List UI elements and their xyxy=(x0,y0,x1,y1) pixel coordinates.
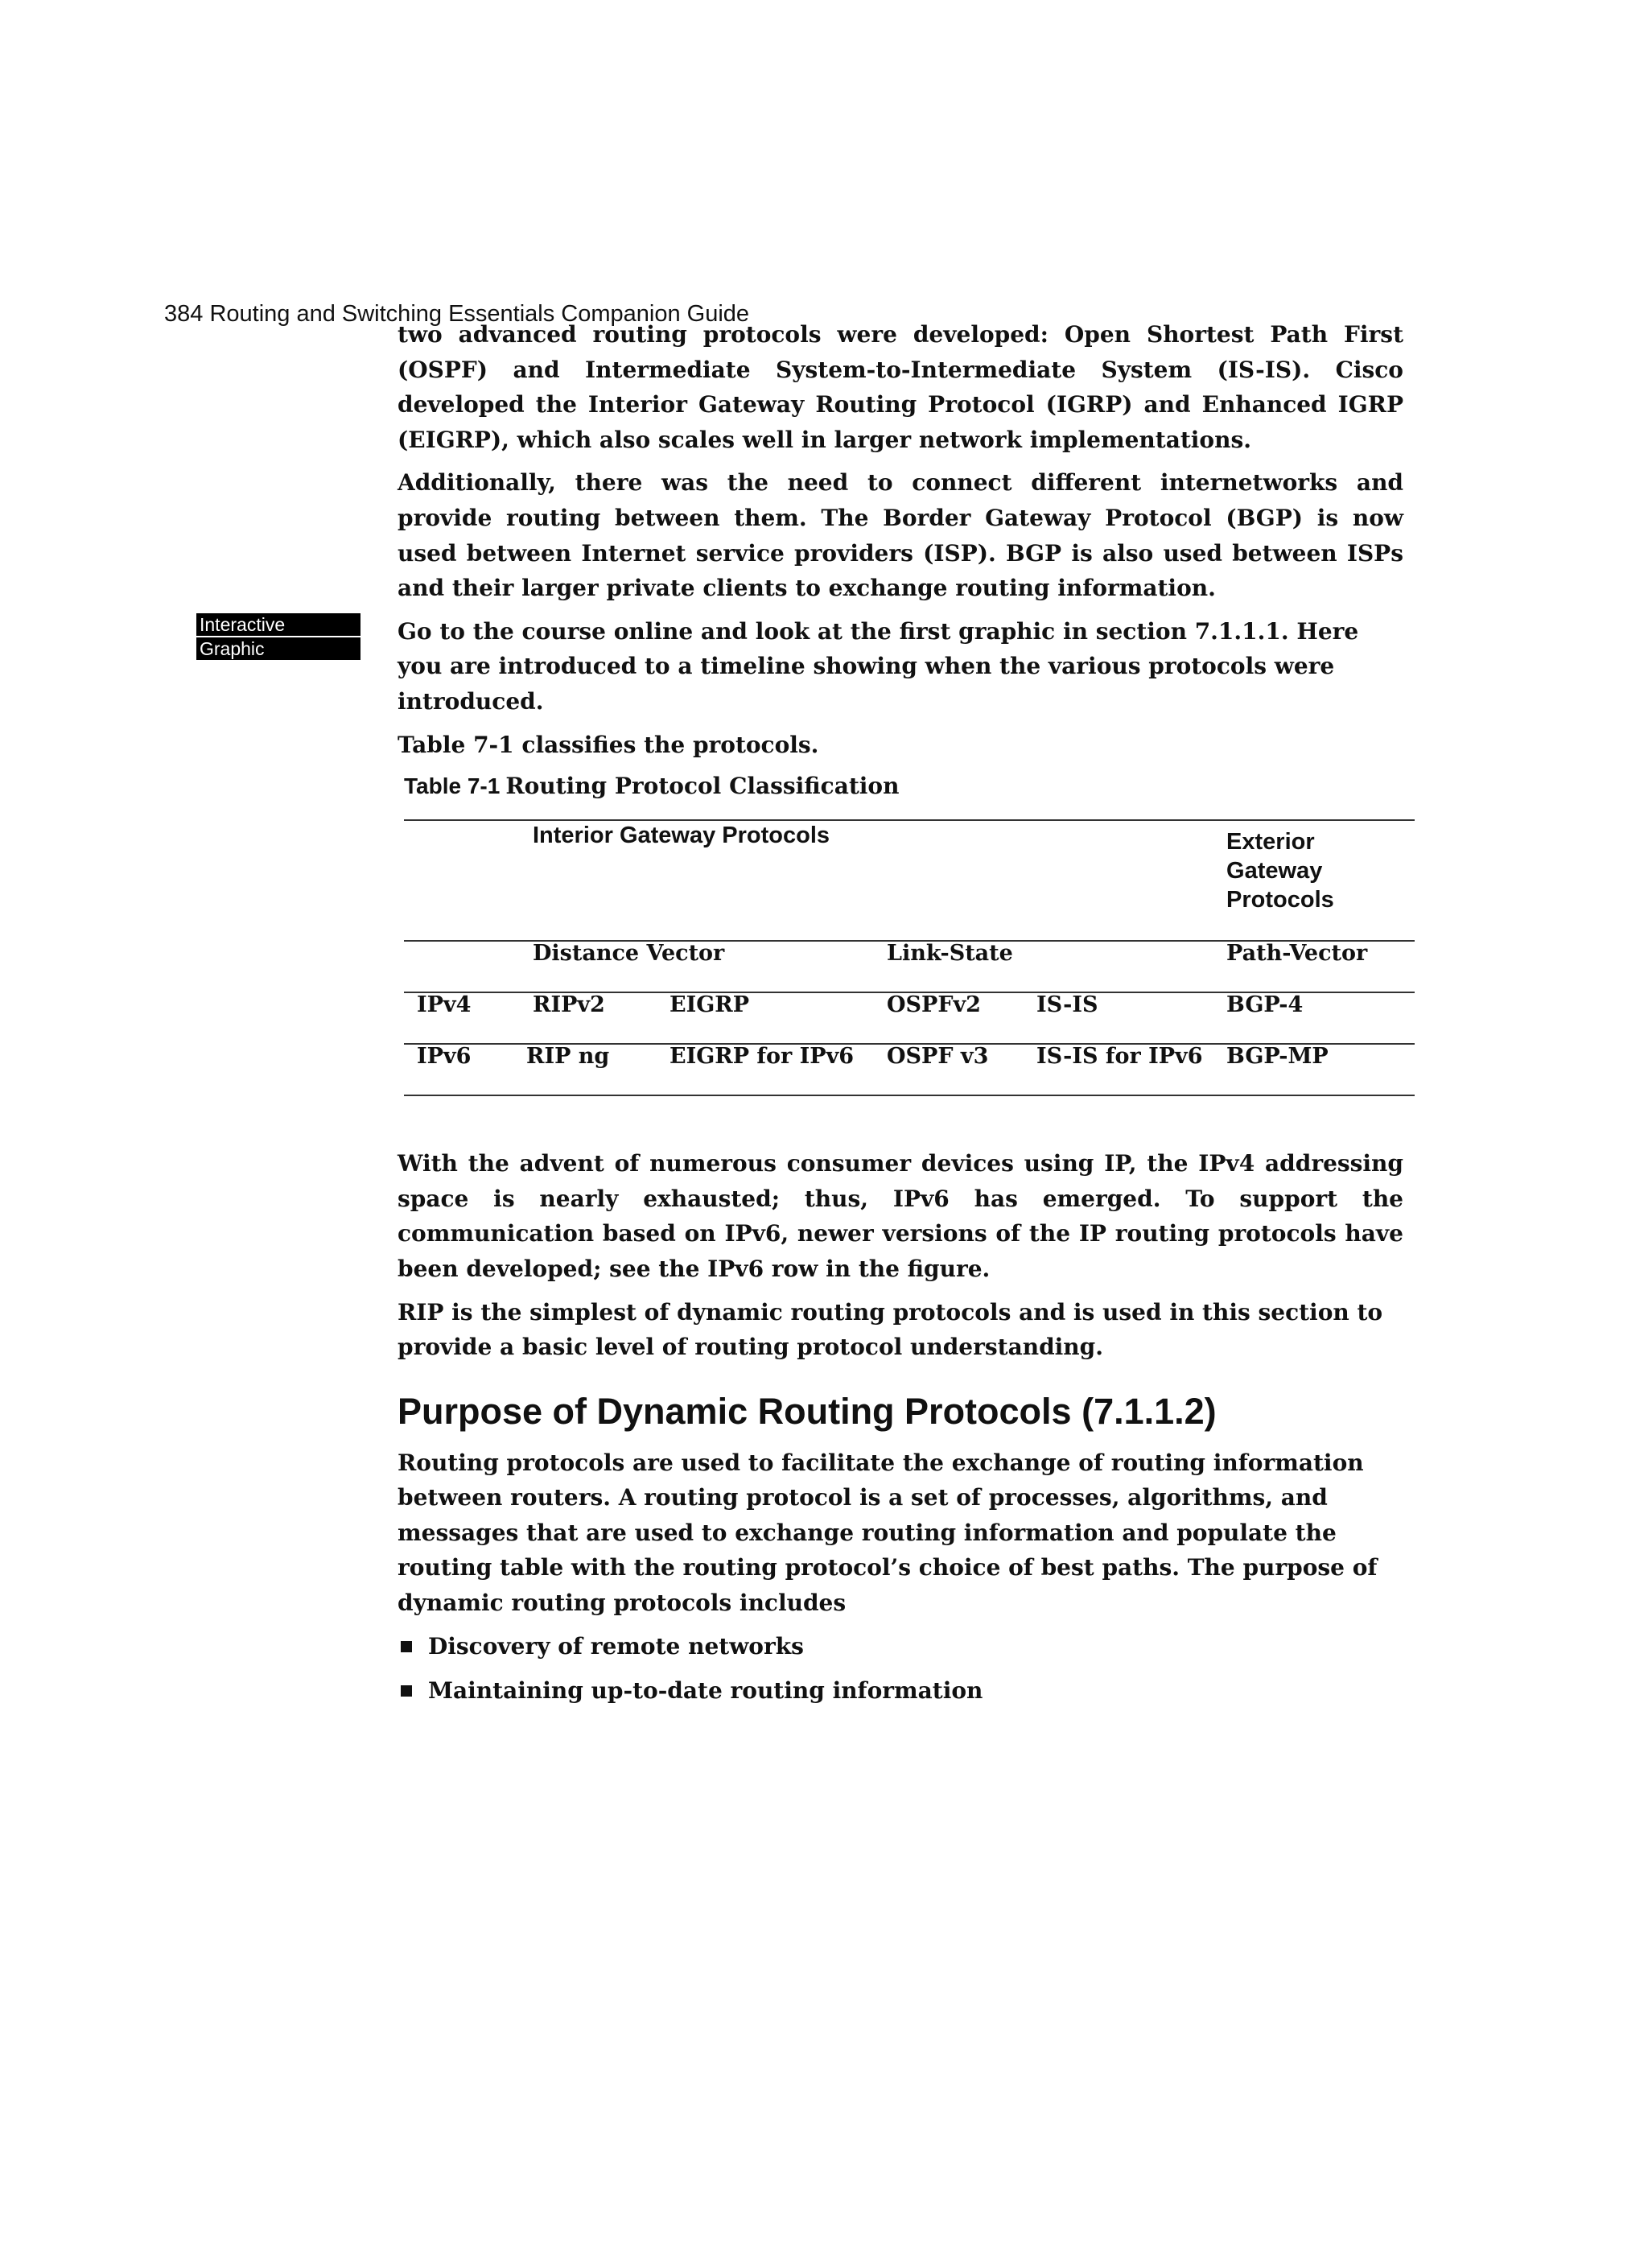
table-subheader-row xyxy=(404,941,1415,992)
paragraph-rip-simplest: RIP is the simplest of dynamic routing protocols and is used in this section to provide a basic level of routing protocol understanding. xyxy=(398,1298,1383,1361)
table-subheader-distance-vector: Distance Vector xyxy=(533,941,887,992)
paragraph-course-online: Go to the course online and look at the first graphic in section 7.1.1.1. Here you are introduced to a timeline showing when the various protocols were introduced. xyxy=(398,617,1359,715)
table-cell: RIPv2 xyxy=(533,992,670,1044)
paragraph-table-intro: Table 7-1 classifies the protocols. xyxy=(398,731,819,758)
table-caption-title: Routing Protocol Classification xyxy=(505,773,900,800)
table-cell: OSPFv2 xyxy=(887,992,1036,1044)
table-cell: BGP-MP xyxy=(1226,1044,1415,1095)
table-header-row xyxy=(404,820,1415,941)
section-heading: Purpose of Dynamic Routing Protocols (7.1.1.2) xyxy=(398,1390,1217,1432)
routing-protocol-table xyxy=(404,819,1415,1096)
table-cell: IS-IS for IPv6 xyxy=(1036,1044,1226,1095)
table-caption-label: Table 7-1 xyxy=(404,773,501,799)
table-cell: IS-IS xyxy=(1036,992,1226,1044)
purpose-bullet-list xyxy=(398,1629,1403,1709)
table-cell-row-label: IPv4 xyxy=(404,992,533,1044)
paragraph-purpose: Routing protocols are used to facilitate the exchange of routing information between routers. A routing protocol is a set of processes, algorithms, and messages that are used to exchange routing information and populate the routing table with the routing protocol’s choice of best paths. The purpose of dynamic routing protocols includes xyxy=(398,1449,1378,1617)
list-item xyxy=(398,1629,1403,1664)
tag-line-graphic: Graphic xyxy=(196,637,360,660)
table-header-egp: Exterior Gateway Protocols xyxy=(1226,820,1415,941)
table-subheader-path-vector: Path-Vector xyxy=(1226,941,1415,992)
table-cell: BGP-4 xyxy=(1226,992,1415,1044)
table-cell-row-label: IPv6 xyxy=(404,1044,533,1095)
interactive-graphic-tag xyxy=(196,613,360,662)
tag-line-interactive: Interactive xyxy=(196,613,360,636)
table-cell: OSPF v3 xyxy=(887,1044,1036,1095)
table-cell: EIGRP xyxy=(670,992,887,1044)
list-item-text: Discovery of remote networks xyxy=(428,1632,804,1660)
table-subheader-empty xyxy=(404,941,533,992)
table-row xyxy=(404,992,1415,1044)
table-subheader-link-state: Link-State xyxy=(887,941,1226,992)
page-body xyxy=(398,317,1403,1718)
after-table-content xyxy=(398,1146,1403,1709)
square-bullet-icon xyxy=(401,1641,412,1652)
paragraph-bgp: Additionally, there was the need to connect different internetworks and provide routing between them. The Border Gateway Protocol (BGP) is now used between Internet service providers (ISP). BGP is also used between ISPs and their larger private clients to exchange routing information. xyxy=(398,469,1403,602)
table-header-empty xyxy=(404,820,533,941)
table-header-igp: Interior Gateway Protocols xyxy=(533,820,1226,941)
table-cell: RIP ng xyxy=(533,1044,670,1095)
paragraph-ipv6-advent: With the advent of numerous consumer devices using IP, the IPv4 addressing space is nearly exhausted; thus, IPv6 has emerged. To support the communication based on IPv6, newer versions of the IP routing protocols have been developed; see the IPv6 row in the figure. xyxy=(398,1150,1403,1282)
table-row xyxy=(404,1044,1415,1095)
list-item xyxy=(398,1673,1403,1709)
table-caption xyxy=(404,770,1403,803)
paragraph-advanced-protocols: two advanced routing protocols were developed: Open Shortest Path First (OSPF) and Intermediate System-to-Intermediate System (IS-IS). Cisco developed the Interior Gateway Routing Protocol (IGRP) and Enhanced IGRP (EIGRP), which also scales well in larger network implementations. xyxy=(398,321,1403,453)
running-header: 384 Routing and Switching Essentials Companion Guide xyxy=(164,301,750,327)
table-cell: EIGRP for IPv6 xyxy=(670,1044,887,1095)
square-bullet-icon xyxy=(401,1685,412,1697)
list-item-text: Maintaining up-to-date routing information xyxy=(428,1677,983,1705)
